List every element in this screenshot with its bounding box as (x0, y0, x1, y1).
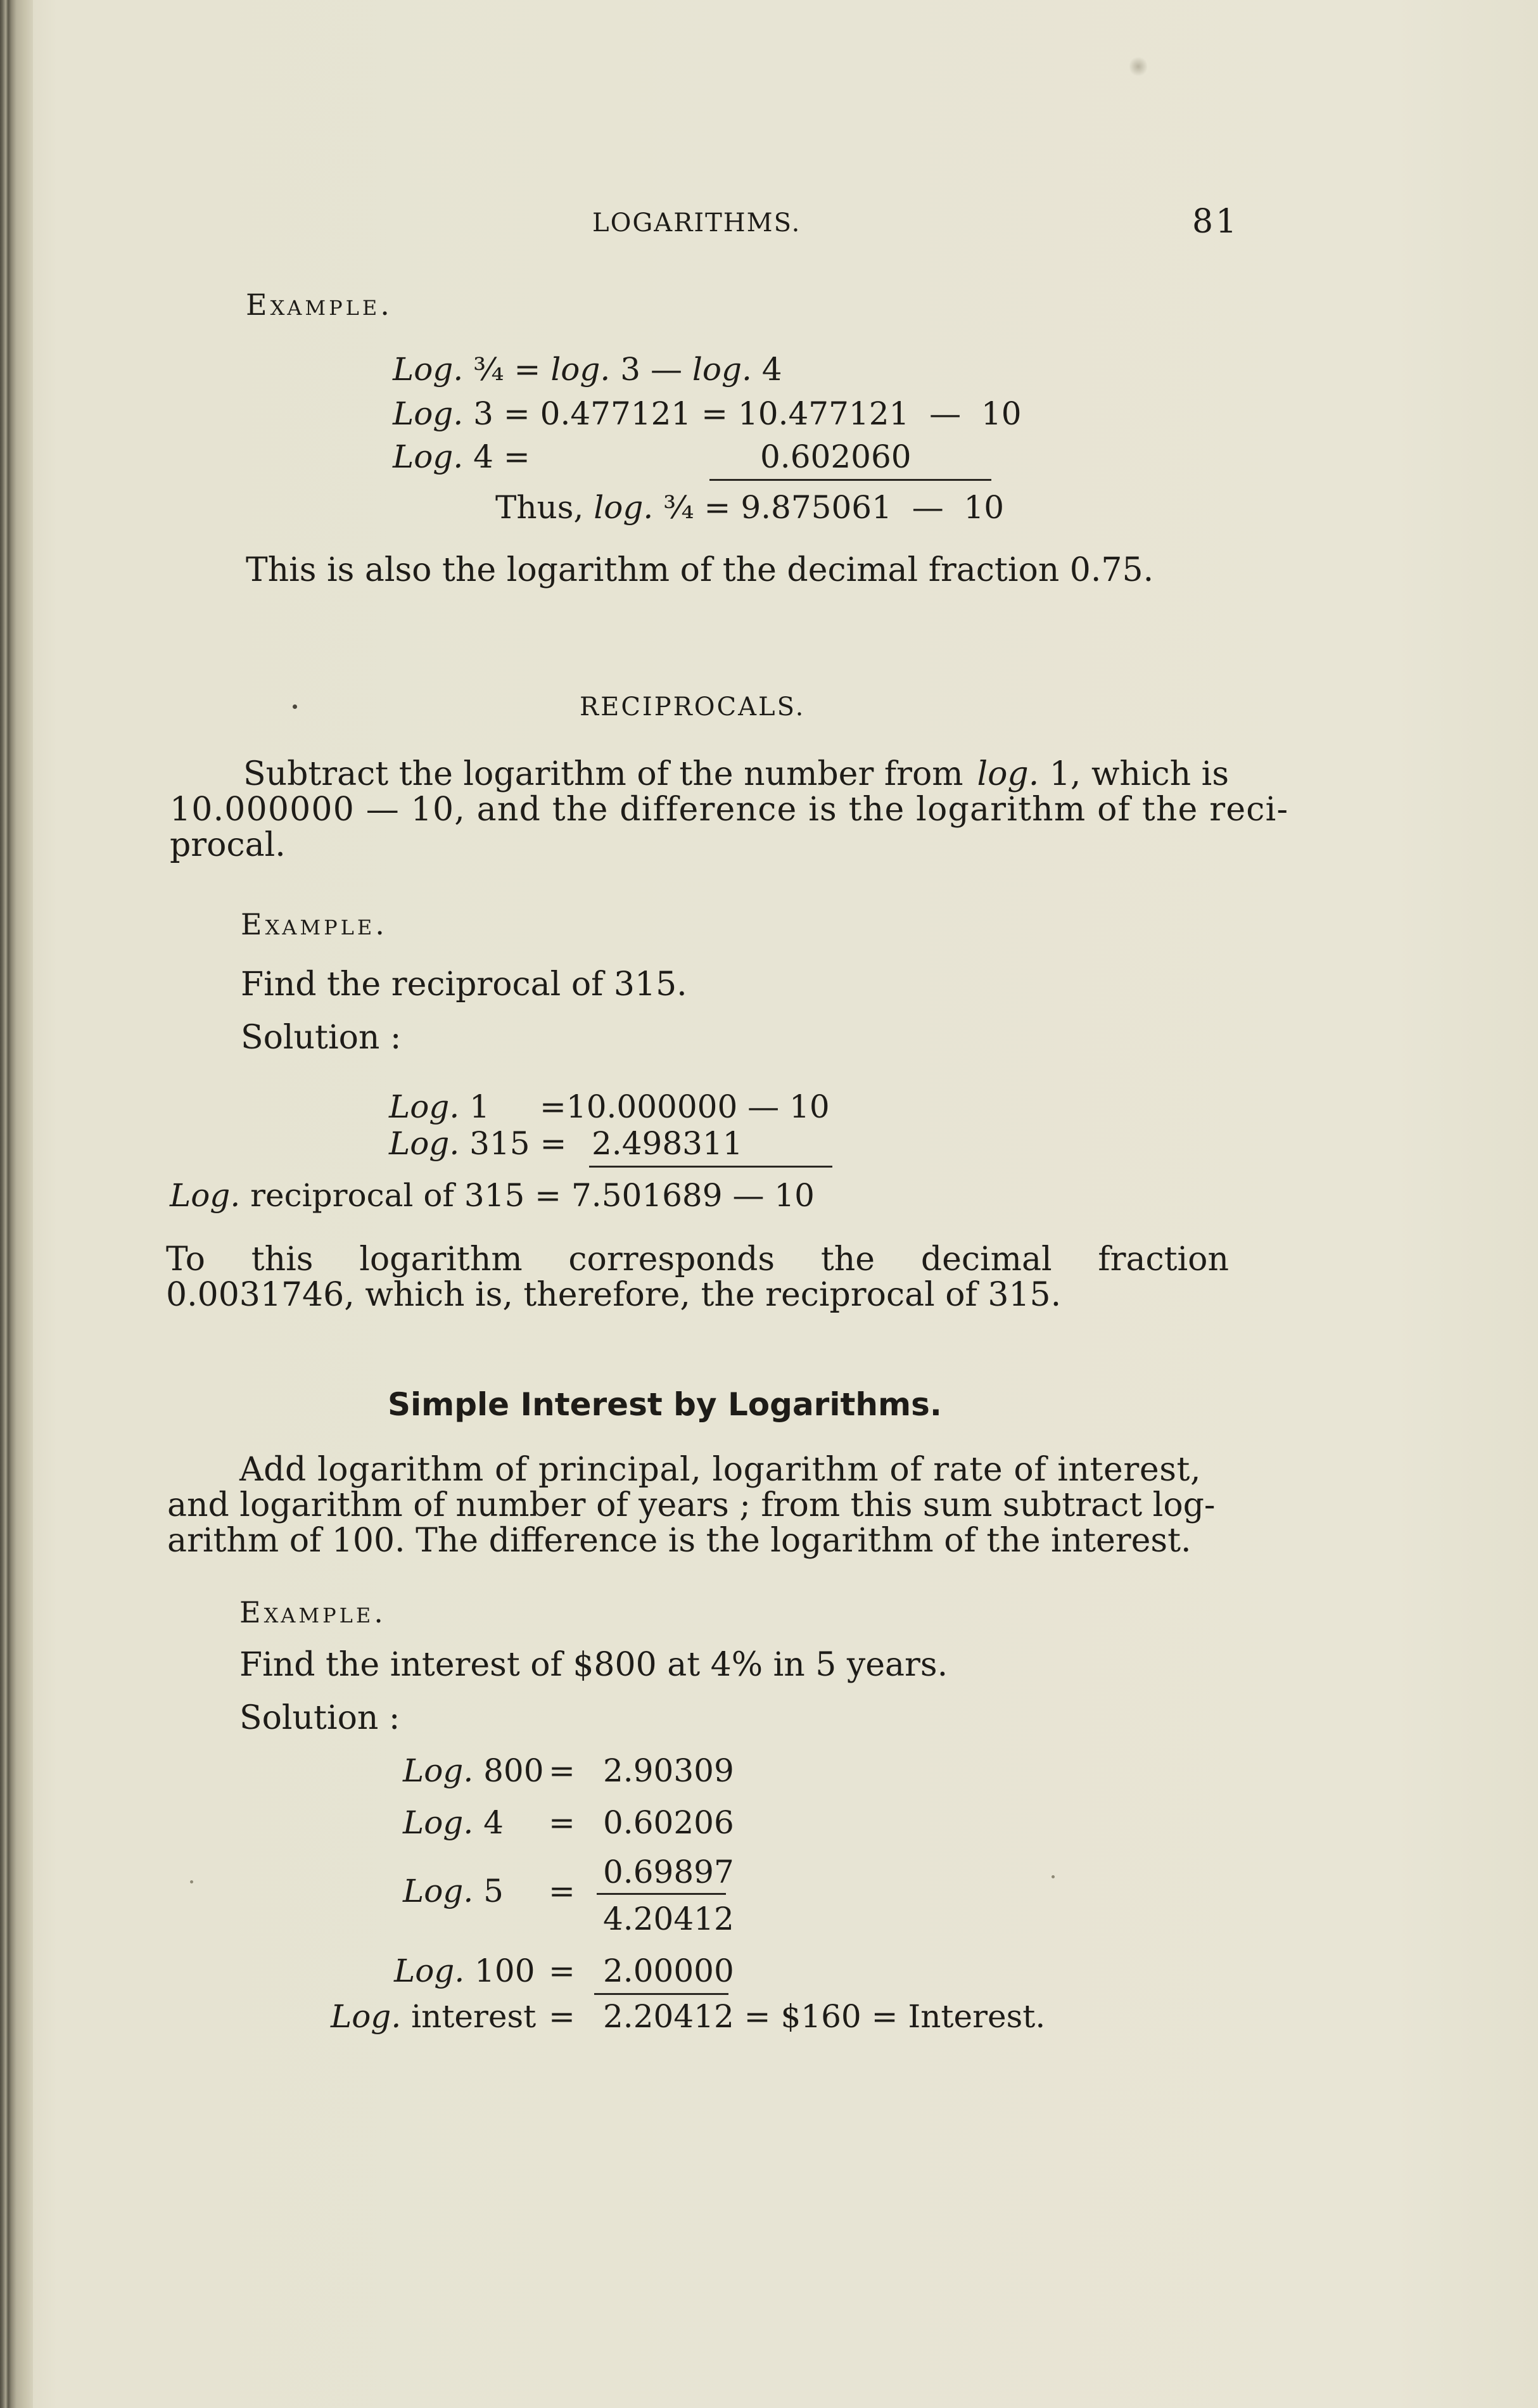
equation-line: =10.000000 — 10 (540, 1088, 830, 1125)
equation-value: 2.498311 (592, 1125, 743, 1162)
paragraph-line: Add logarithm of principal, logarithm of rate of interest, (239, 1451, 1202, 1489)
section-heading: RECIPROCALS. (580, 692, 806, 722)
equation-value: 0.602060 (760, 438, 912, 475)
stray-dot (190, 1880, 193, 1883)
paragraph-line: and logarithm of number of years ; from this sum subtract log- (167, 1486, 1216, 1524)
equation-line: Log. 315 = (389, 1125, 567, 1162)
example-label: Example. (239, 1595, 386, 1629)
equation-line: Log. interest (331, 1998, 537, 2035)
sum-rule (709, 479, 991, 481)
paragraph-line: Subtract the logarithm of the number from log. 1, which is (243, 755, 1229, 793)
equation-sign: = (549, 1752, 575, 1789)
equation-line: Log. 1 (389, 1088, 490, 1125)
section-heading: Simple Interest by Logarithms. (388, 1386, 942, 1423)
example-label: Example. (241, 907, 388, 941)
page-number: 81 (1192, 203, 1240, 241)
equation-sign: = (549, 1998, 575, 2035)
equation-sign: = (549, 1953, 575, 1989)
paragraph-line: arithm of 100. The difference is the logarithm of the interest. (167, 1522, 1192, 1560)
paragraph-line: procal. (170, 826, 286, 864)
equation-line: Log. 4 (403, 1804, 504, 1841)
equation-value: 0.60206 (603, 1804, 734, 1841)
equation-line: Log. 3 = 0.477121 = 10.477121 — 10 (393, 395, 1022, 432)
equation-line: Log. 4 = (393, 438, 530, 475)
book-binding-edge (0, 0, 33, 2408)
solution-label: Solution : (241, 1019, 402, 1057)
stray-dot (293, 704, 297, 709)
difference-rule (594, 1993, 728, 1995)
result-line: 2.20412 = $160 = Interest. (603, 1998, 1046, 2035)
problem-statement: Find the reciprocal of 315. (241, 965, 687, 1003)
sum-rule (597, 1893, 726, 1895)
sum-value: 4.20412 (603, 1901, 734, 1937)
paragraph-line: 10.000000 — 10, and the difference is the logarithm of the reci- (170, 791, 1289, 829)
equation-line: Log. 5 (403, 1873, 504, 1909)
equation-value: 2.00000 (603, 1953, 734, 1989)
paragraph-line: To this logarithm corresponds the decimal fraction (166, 1240, 1229, 1278)
equation-value: 2.90309 (603, 1752, 734, 1789)
equation-line: Log. reciprocal of 315 = 7.501689 — 10 (170, 1177, 815, 1214)
equation-sign: = (549, 1873, 575, 1909)
running-title: LOGARITHMS. (592, 208, 801, 238)
equation-line: Thus, log. ¾ = 9.875061 — 10 (495, 489, 1005, 526)
equation-sign: = (549, 1804, 575, 1841)
paragraph-line: This is also the logarithm of the decimal fraction 0.75. (246, 551, 1154, 589)
stray-dot (1052, 1875, 1055, 1878)
paragraph-line: 0.0031746, which is, therefore, the reciprocal of 315. (166, 1276, 1062, 1314)
equation-line: Log. 800 (403, 1752, 544, 1789)
example-label: Example. (246, 288, 393, 322)
problem-statement: Find the interest of $800 at 4% in 5 years. (239, 1646, 948, 1684)
equation-line: Log. 100 (394, 1953, 535, 1989)
solution-label: Solution : (239, 1699, 400, 1737)
equation-value: 0.69897 (603, 1854, 734, 1890)
sum-rule (589, 1166, 832, 1168)
ink-blot (1129, 56, 1147, 77)
equation-line: Log. ¾ = log. 3 — log. 4 (393, 351, 782, 388)
